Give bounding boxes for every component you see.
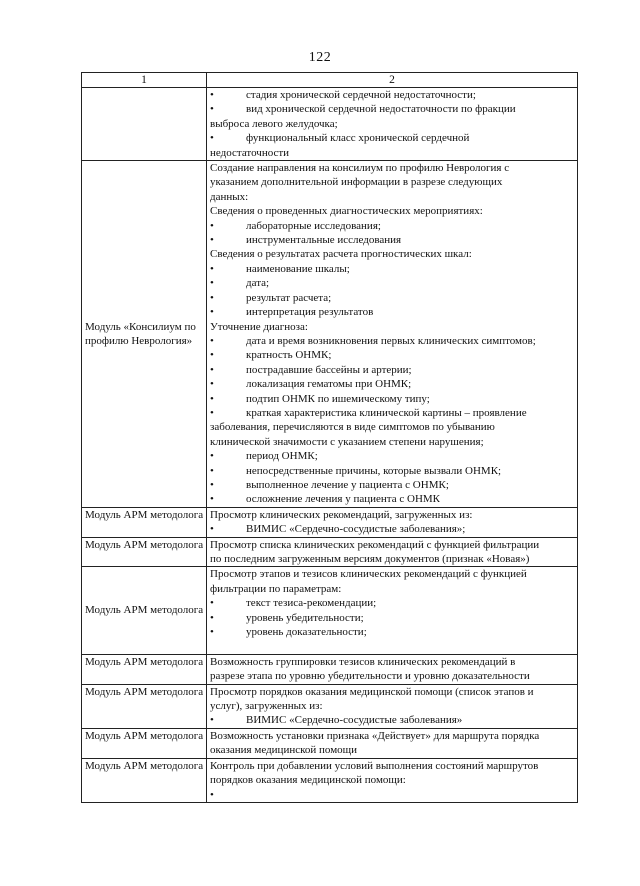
- bullet-item: • выполненное лечение у пациента с ОНМК;: [210, 478, 575, 492]
- column-header-1: 1: [82, 73, 207, 88]
- description-cell: [207, 654, 578, 684]
- bullet-item: • инструментальные исследования: [210, 233, 575, 247]
- bullet-continuation: клинической значимости с указанием степени нарушения;: [210, 435, 484, 448]
- text-line: Просмотр порядков оказания медицинской помощи (список этапов и: [210, 685, 534, 698]
- column-header-2: 2: [207, 73, 578, 88]
- bullet-item: • лабораторные исследования;: [210, 219, 575, 233]
- module-cell: Модуль АРМ методолога: [82, 567, 207, 654]
- text-line: данных:: [210, 190, 249, 203]
- text-line: Просмотр списка клинических рекомендаций с функцией фильтрации: [210, 538, 540, 551]
- description-cell: [207, 537, 578, 567]
- description-cell: [207, 507, 578, 537]
- module-cell: Модуль АРМ методолога: [82, 537, 207, 567]
- bullet-item: • вид хронической сердечной недостаточности по фракции: [210, 102, 575, 116]
- module-cell: Модуль АРМ методолога: [82, 654, 207, 684]
- bullet-item: [210, 788, 575, 802]
- text-line: Уточнение диагноза:: [210, 320, 308, 333]
- bullet-item: • ВИМИС «Сердечно-сосудистые заболевания»: [210, 713, 575, 727]
- text-line: по последним загруженным версиям документов (признак «Новая»): [210, 553, 530, 565]
- text-line: фильтрации по параметрам:: [210, 582, 342, 595]
- table-row: [82, 537, 578, 567]
- table-header-row: [82, 73, 578, 88]
- description-cell: [207, 161, 578, 508]
- bullet-continuation: недостаточности: [210, 146, 290, 159]
- table-row: [82, 161, 578, 508]
- bullet-continuation: выброса левого желудочка;: [210, 117, 338, 130]
- bullet-item: • пострадавшие бассейны и артерии;: [210, 363, 575, 377]
- text-line: Создание направления на консилиум по профилю Неврология с: [210, 162, 510, 175]
- table-row: [82, 567, 578, 654]
- description-cell: [207, 728, 578, 758]
- description-cell: [207, 567, 578, 654]
- text-line: оказания медицинской помощи: [210, 744, 358, 757]
- description-cell: [207, 88, 578, 161]
- bullet-item: • период ОНМК;: [210, 449, 575, 463]
- table-row: [82, 758, 578, 802]
- bullet-continuation: заболевания, перечисляются в виде симптомов по убыванию: [210, 421, 495, 434]
- bullet-item: • дата;: [210, 276, 575, 290]
- module-cell: Модуль «Консилиум по профилю Неврология»: [82, 161, 207, 508]
- text-line: разрезе этапа по уровню убедительности и уровню доказательности: [210, 670, 530, 683]
- table-row: [82, 654, 578, 684]
- text-line: Возможность группировки тезисов клинических рекомендаций в: [210, 655, 516, 668]
- bullet-item: • уровень убедительности;: [210, 611, 575, 625]
- bullet-item: • стадия хронической сердечной недостаточности;: [210, 88, 575, 102]
- description-cell: [207, 684, 578, 728]
- bullet-item: • уровень доказательности;: [210, 625, 575, 639]
- text-line: Сведения о проведенных диагностических мероприятиях:: [210, 205, 483, 218]
- module-cell: Модуль АРМ методолога: [82, 728, 207, 758]
- table-row: [82, 684, 578, 728]
- module-cell: Модуль АРМ методолога: [82, 758, 207, 802]
- text-line: Просмотр этапов и тезисов клинических рекомендаций с функцией: [210, 568, 527, 581]
- bullet-item: • дата и время возникновения первых клинических симптомов;: [210, 334, 575, 348]
- table-body: [82, 88, 578, 803]
- module-cell: Модуль АРМ методолога: [82, 507, 207, 537]
- bullet-item: • наименование шкалы;: [210, 262, 575, 276]
- module-cell: Модуль АРМ методолога: [82, 684, 207, 728]
- text-line: Просмотр клинических рекомендаций, загруженных из:: [210, 508, 473, 521]
- bullet-item: • осложнение лечения у пациента с ОНМК: [210, 492, 575, 506]
- bullet-item: • текст тезиса-рекомендации;: [210, 596, 575, 610]
- bullet-item: • подтип ОНМК по ишемическому типу;: [210, 392, 575, 406]
- bullet-item: • краткая характеристика клинической картины – проявление: [210, 406, 575, 420]
- table-row: [82, 507, 578, 537]
- text-line: услуг), загруженных из:: [210, 700, 323, 713]
- text-line: указанием дополнительной информации в разрезе следующих: [210, 176, 503, 189]
- bullet-item: • функциональный класс хронической сердечной: [210, 131, 575, 145]
- description-cell: [207, 758, 578, 802]
- text-line: порядков оказания медицинской помощи:: [210, 774, 406, 787]
- bullet-item: • интерпретация результатов: [210, 305, 575, 319]
- text-line: Возможность установки признака «Действует» для маршрута порядка: [210, 729, 540, 742]
- bullet-item: • локализация гематомы при ОНМК;: [210, 377, 575, 391]
- bullet-item: • результат расчета;: [210, 291, 575, 305]
- text-line: Контроль при добавлении условий выполнения состояний маршрутов: [210, 759, 539, 772]
- table-row: [82, 88, 578, 161]
- table-row: [82, 728, 578, 758]
- bullet-item: • кратность ОНМК;: [210, 348, 575, 362]
- bullet-item: • непосредственные причины, которые вызвали ОНМК;: [210, 464, 575, 478]
- text-line: [210, 639, 575, 653]
- bullet-item: • ВИМИС «Сердечно-сосудистые заболевания»;: [210, 522, 575, 536]
- page-number: 122: [308, 50, 332, 65]
- requirements-table: [81, 72, 578, 803]
- text-line: Сведения о результатах расчета прогностических шкал:: [210, 248, 472, 261]
- module-cell: [82, 88, 207, 161]
